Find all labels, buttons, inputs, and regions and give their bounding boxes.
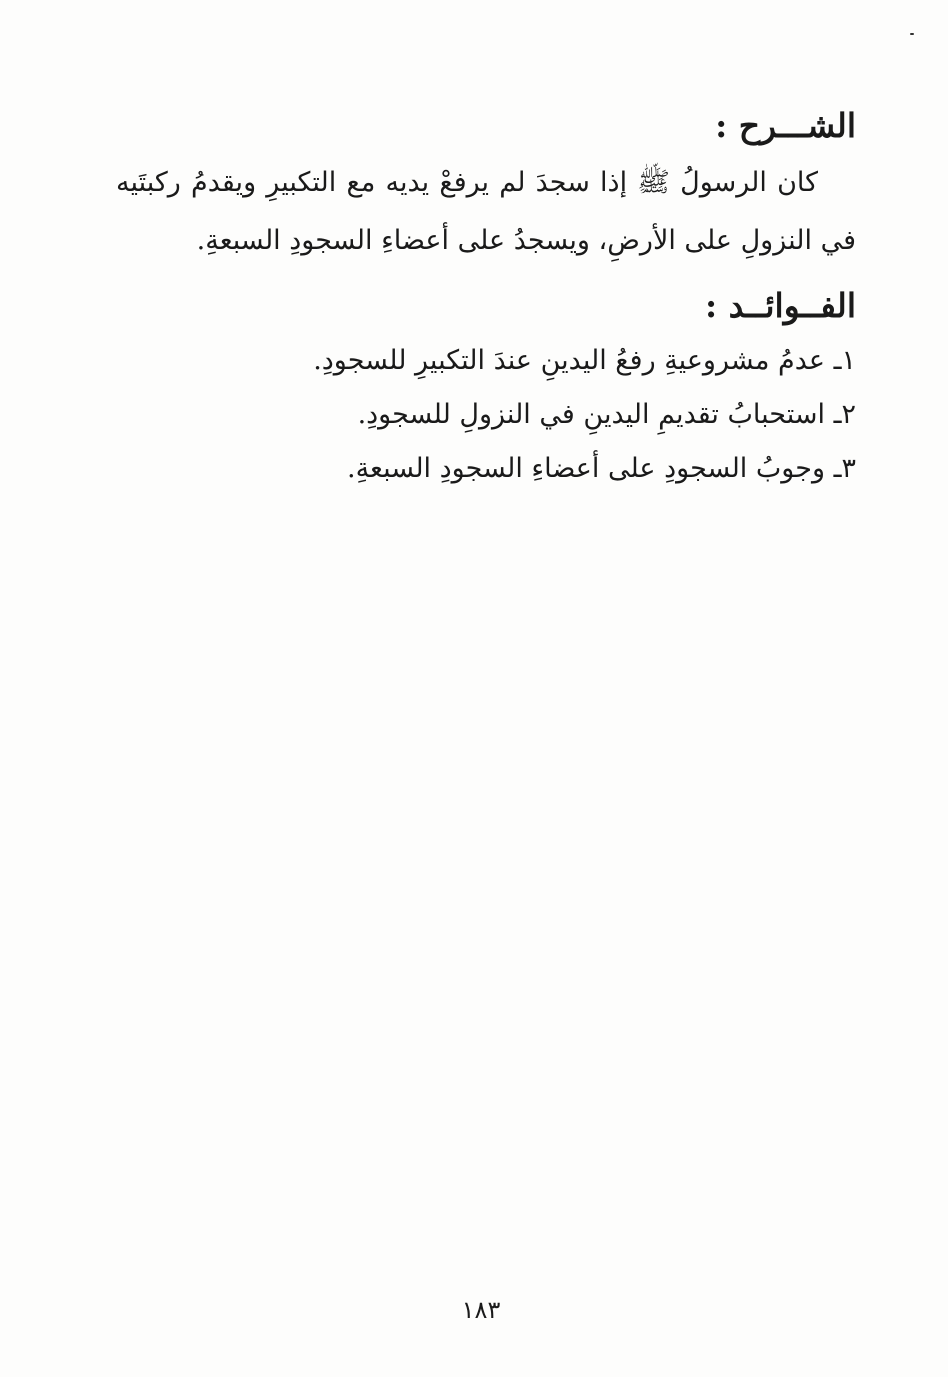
explanation-line-1: كان الرسولُ ﷺ إذا سجدَ لم يرفعْ يديه مع التكبيرِ ويقدمُ ركبتَيه xyxy=(116,167,818,198)
page-number: ١٨٣ xyxy=(461,1296,501,1324)
benefits-list xyxy=(116,334,856,496)
benefit-item-1: ١ـ عدمُ مشروعيةِ رفعُ اليدينِ عندَ التكبيرِ للسجودِ. xyxy=(313,345,856,376)
explanation-line-2: في النزولِ على الأرضِ، ويسجدُ على أعضاءِ السجودِ السبعةِ. xyxy=(196,225,856,256)
explanation-heading: الشـــرح : xyxy=(715,106,856,145)
explanation-paragraph xyxy=(116,154,856,270)
benefits-heading: الفــوائــد : xyxy=(705,286,856,325)
benefit-item-3: ٣ـ وجوبُ السجودِ على أعضاءِ السجودِ السبعةِ. xyxy=(347,453,856,484)
benefit-item-2: ٢ـ استحبابُ تقديمِ اليدينِ في النزولِ للسجودِ. xyxy=(357,399,856,430)
page-content xyxy=(116,98,856,496)
scan-speck xyxy=(910,33,914,35)
